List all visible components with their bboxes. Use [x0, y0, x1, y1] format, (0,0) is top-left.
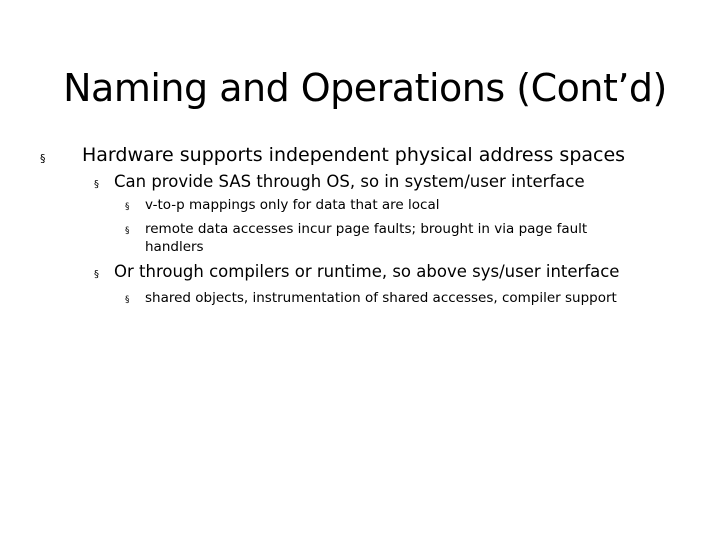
bullet-marker-icon: §	[94, 179, 99, 190]
bullet-text: Or through compilers or runtime, so above sys/user interface	[114, 262, 620, 281]
bullet-marker-icon: §	[125, 226, 130, 236]
bullet-marker-icon: §	[94, 269, 99, 280]
bullet-text: remote data accesses incur page faults; brought in via page fault handlers	[145, 221, 588, 255]
bullet-text: Hardware supports independent physical address spaces	[82, 144, 626, 166]
bullet-text: Can provide SAS through OS, so in system/user interface	[114, 172, 585, 191]
bullet-text: shared objects, instrumentation of shared accesses, compiler support	[145, 290, 617, 306]
bullet-marker-icon: §	[125, 295, 130, 305]
bullet-marker-icon: §	[40, 152, 46, 165]
bullet-text: v-to-p mappings only for data that are local	[145, 197, 440, 213]
slide-title: Naming and Operations (Cont’d)	[63, 66, 667, 110]
bullet-marker-icon: §	[125, 202, 130, 212]
